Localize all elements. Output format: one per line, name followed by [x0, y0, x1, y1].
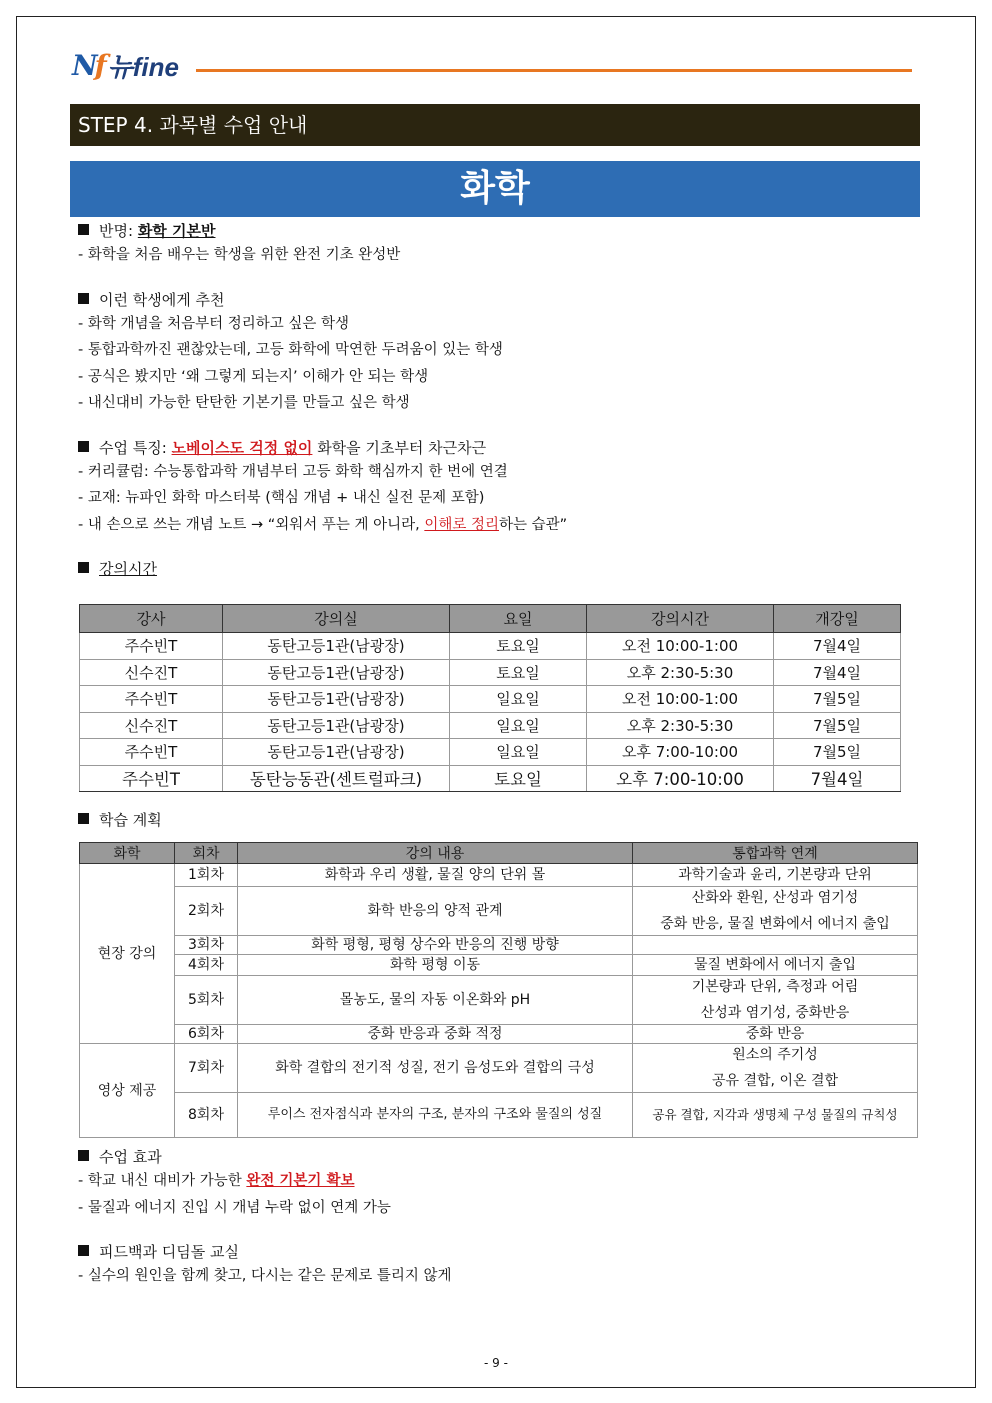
content [78, 220, 918, 580]
plan-table [79, 842, 918, 1138]
group-video: 영상 제공 [80, 1044, 175, 1138]
cell: 7월5일 [774, 712, 901, 739]
col-header: 통합과학 연계 [633, 843, 918, 864]
col-header: 강의시간 [587, 605, 774, 633]
col-header: 회차 [175, 843, 238, 864]
cell: 공유 결합, 지각과 생명체 구성 물질의 규칙성 [633, 1093, 918, 1138]
col-header: 요일 [450, 605, 587, 633]
cell: 동탄능동관(센트럴파크) [223, 765, 450, 792]
cell: 주수빈T [80, 739, 223, 766]
cell: 화학 반응의 양적 관계 [238, 887, 633, 936]
recommend-item: - 내신대비 가능한 탄탄한 기본기를 만들고 싶은 학생 [78, 395, 410, 411]
cell: 4회차 [175, 955, 238, 976]
table-row [80, 712, 901, 739]
class-name-heading: 반명: 화학 기본반 [78, 220, 918, 242]
features-heading: 수업 특징: 노베이스도 걱정 없이 화학을 기초부터 차근차근 [78, 437, 918, 459]
logo-text: 뉴fine [107, 51, 179, 82]
cell: 일요일 [450, 686, 587, 713]
schedule-table [79, 604, 901, 792]
effect-heading: 수업 효과 [78, 1146, 918, 1168]
table-row [80, 936, 918, 955]
cell: 3회차 [175, 936, 238, 955]
cell: 토요일 [450, 659, 587, 686]
cell: 오전 10:00-1:00 [587, 686, 774, 713]
effect-item: - 학교 내신 대비가 가능한 완전 기본기 확보 [78, 1173, 355, 1189]
class-desc: - 화학을 처음 배우는 학생을 위한 완전 기초 완성반 [78, 247, 401, 263]
table-row [80, 976, 918, 1025]
recommend-item: - 공식은 봤지만 ‘왜 그렇게 되는지’ 이해가 안 되는 학생 [78, 368, 429, 385]
cell: 7월5일 [774, 686, 901, 713]
cell: 주수빈T [80, 686, 223, 713]
cell: 몰농도, 물의 자동 이온화와 pH [238, 976, 633, 1025]
table-row [80, 686, 901, 713]
cell: 신수진T [80, 659, 223, 686]
cell: 산화와 환원, 산성과 염기성 중화 반응, 물질 변화에서 에너지 출입 [633, 887, 918, 936]
col-header: 강사 [80, 605, 223, 633]
bottom-sections [78, 1146, 918, 1290]
cell: 동탄고등1관(남광장) [223, 712, 450, 739]
col-header: 강의 내용 [238, 843, 633, 864]
bullet-square-icon [78, 562, 89, 573]
cell: 물질 변화에서 에너지 출입 [633, 955, 918, 976]
col-header: 화학 [80, 843, 175, 864]
cell: 2회차 [175, 887, 238, 936]
cell: 오후 7:00-10:00 [587, 739, 774, 766]
table-row [80, 955, 918, 976]
cell: 동탄고등1관(남광장) [223, 633, 450, 660]
cell: 동탄고등1관(남광장) [223, 686, 450, 713]
cell: 7월5일 [774, 739, 901, 766]
table-row [80, 887, 918, 936]
cell: 신수진T [80, 712, 223, 739]
cell: 6회차 [175, 1025, 238, 1044]
cell: 과학기술과 윤리, 기본량과 단위 [633, 864, 918, 887]
col-header: 강의실 [223, 605, 450, 633]
cell: 오후 7:00-10:00 [587, 765, 774, 792]
cell: 1회차 [175, 864, 238, 887]
table-row [80, 633, 901, 660]
bullet-square-icon [78, 1150, 89, 1161]
brand-logo [72, 48, 179, 82]
plan-heading: 학습 계획 [78, 809, 162, 831]
cell: 루이스 전자점식과 분자의 구조, 분자의 구조와 물질의 성질 [238, 1093, 633, 1138]
cell: 중화 반응 [633, 1025, 918, 1044]
subject-title: 화학 [70, 161, 920, 217]
cell [633, 936, 918, 955]
header-rule [196, 69, 912, 72]
cell: 원소의 주기성 공유 결합, 이온 결합 [633, 1044, 918, 1093]
cell: 동탄고등1관(남광장) [223, 659, 450, 686]
cell: 7회차 [175, 1044, 238, 1093]
bullet-square-icon [78, 813, 89, 824]
table-row [80, 765, 901, 792]
cell: 기본량과 단위, 측정과 어림 산성과 염기성, 중화반응 [633, 976, 918, 1025]
cell: 토요일 [450, 633, 587, 660]
cell: 화학 평형, 평형 상수와 반응의 진행 방향 [238, 936, 633, 955]
cell: 7월4일 [774, 633, 901, 660]
table-row [80, 659, 901, 686]
table-row [80, 1044, 918, 1093]
cell: 화학과 우리 생활, 물질 양의 단위 몰 [238, 864, 633, 887]
table-row [80, 739, 901, 766]
cell: 오전 10:00-1:00 [587, 633, 774, 660]
bullet-square-icon [78, 1245, 89, 1256]
cell: 7월4일 [774, 659, 901, 686]
page-number: - 9 - [484, 1356, 508, 1370]
step-title: STEP 4. 과목별 수업 안내 [70, 104, 920, 146]
feedback-heading: 피드백과 디딤돌 교실 [78, 1241, 918, 1263]
logo-mark: Nf [72, 48, 104, 82]
cell: 동탄고등1관(남광장) [223, 739, 450, 766]
bullet-square-icon [78, 293, 89, 304]
cell: 화학 평형 이동 [238, 955, 633, 976]
cell: 일요일 [450, 739, 587, 766]
schedule-heading: 강의시간 [78, 558, 918, 580]
cell: 7월4일 [774, 765, 901, 792]
cell: 화학 결합의 전기적 성질, 전기 음성도와 결합의 극성 [238, 1044, 633, 1093]
cell: 5회차 [175, 976, 238, 1025]
effect-item: - 물질과 에너지 진입 시 개념 누락 없이 연계 가능 [78, 1199, 391, 1216]
table-row [80, 1025, 918, 1044]
recommend-heading: 이런 학생에게 추천 [78, 289, 918, 311]
features-item: - 교재: 뉴파인 화학 마스터북 (핵심 개념 + 내신 실전 문제 포함) [78, 490, 485, 506]
feedback-item: - 실수의 원인을 함께 찾고, 다시는 같은 문제로 틀리지 않게 [78, 1268, 452, 1284]
recommend-item: - 통합과학까진 괜찮았는데, 고등 화학에 막연한 두려움이 있는 학생 [78, 342, 503, 358]
cell: 오후 2:30-5:30 [587, 712, 774, 739]
cell: 일요일 [450, 712, 587, 739]
cell: 주수빈T [80, 765, 223, 792]
group-onsite: 현장 강의 [80, 864, 175, 1044]
cell: 주수빈T [80, 633, 223, 660]
bullet-square-icon [78, 441, 89, 452]
table-row [80, 864, 918, 887]
features-item: - 내 손으로 쓰는 개념 노트 → “외워서 푸는 게 아니라, 이해로 정리하는 습관” [78, 516, 568, 533]
bullet-square-icon [78, 224, 89, 235]
table-row [80, 1093, 918, 1138]
cell: 8회차 [175, 1093, 238, 1138]
recommend-item: - 화학 개념을 처음부터 정리하고 싶은 학생 [78, 315, 350, 332]
cell: 토요일 [450, 765, 587, 792]
cell: 오후 2:30-5:30 [587, 659, 774, 686]
col-header: 개강일 [774, 605, 901, 633]
cell: 중화 반응과 중화 적정 [238, 1025, 633, 1044]
features-item: - 커리큘럼: 수능통합과학 개념부터 고등 화학 핵심까지 한 번에 연결 [78, 463, 508, 480]
